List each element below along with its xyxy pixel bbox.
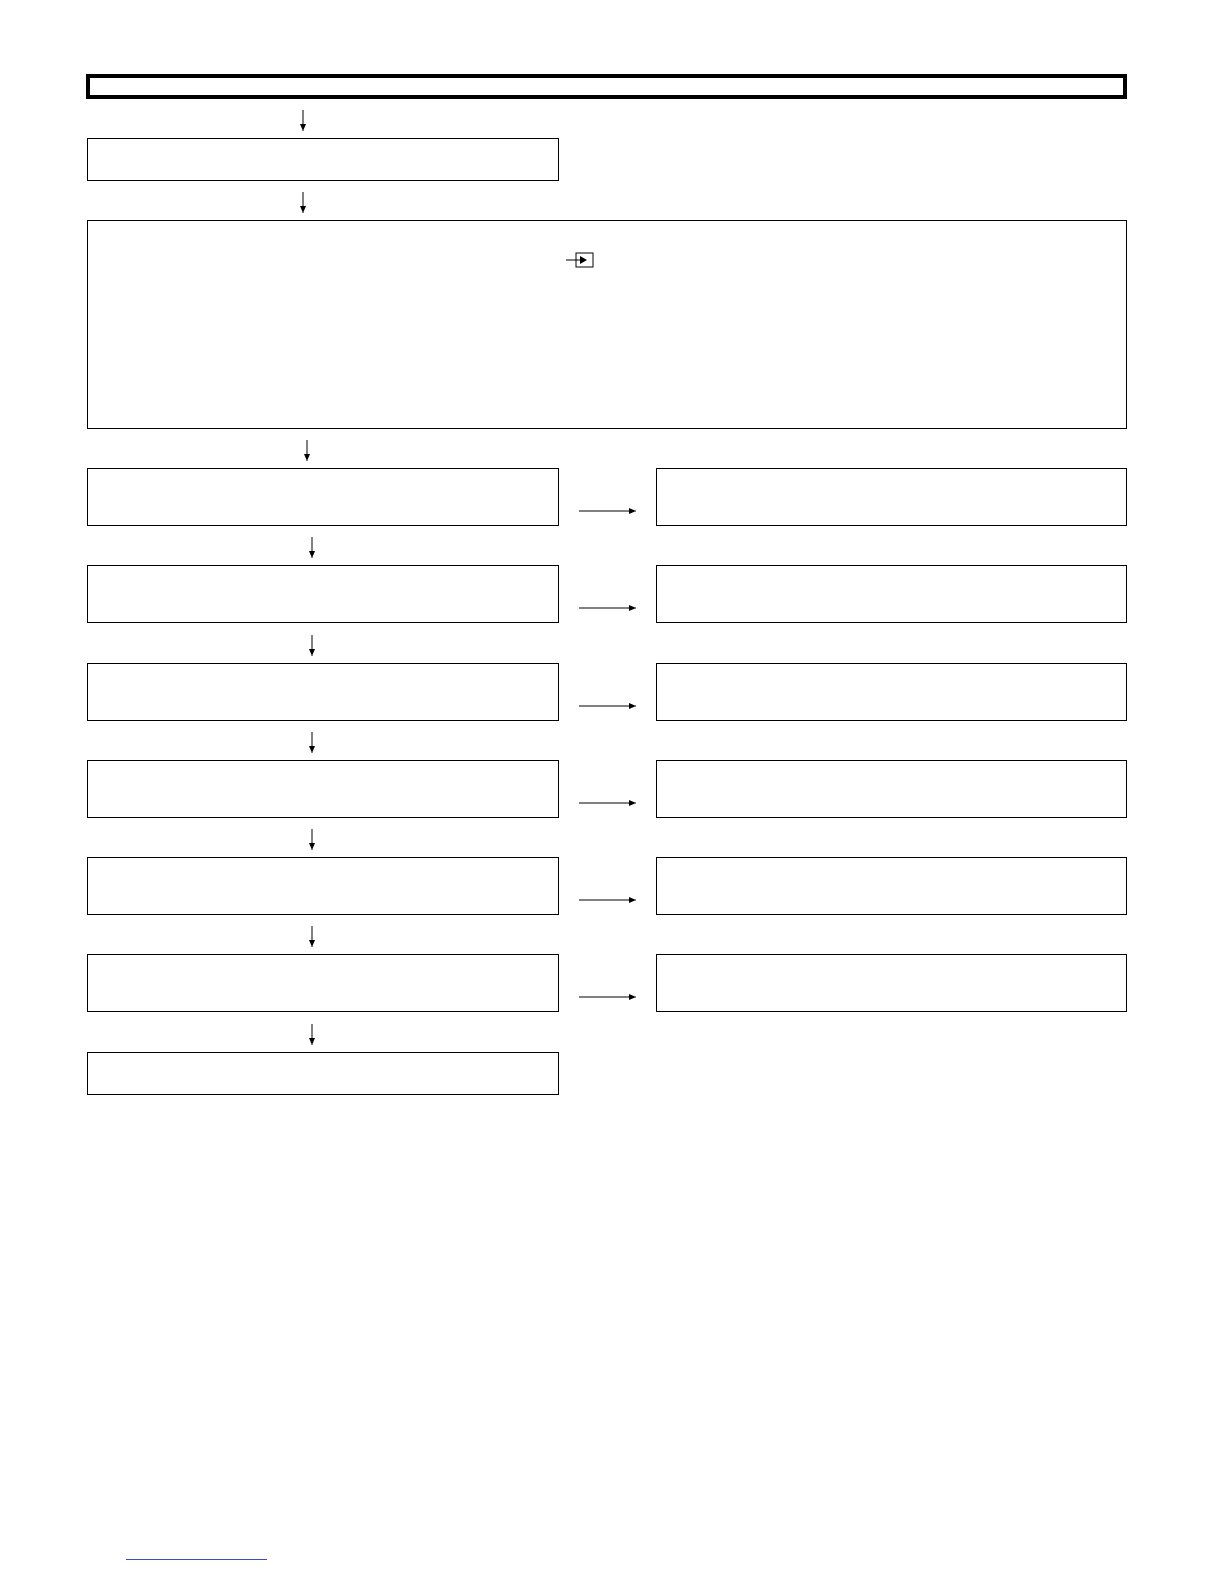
section-header xyxy=(86,74,1127,99)
outcome-box-6 xyxy=(656,954,1127,1012)
step-box-1 xyxy=(87,138,559,181)
step-box-2 xyxy=(87,220,1127,429)
outcome-box-4 xyxy=(656,760,1127,818)
outcome-box-2 xyxy=(656,565,1127,623)
footer-link-underline[interactable] xyxy=(126,1559,267,1560)
outcome-box-1 xyxy=(656,468,1127,526)
step-box-3 xyxy=(87,468,559,526)
arrow-into-box-icon[interactable] xyxy=(566,252,594,268)
step-box-6 xyxy=(87,760,559,818)
step-box-5 xyxy=(87,663,559,721)
step-box-7 xyxy=(87,857,559,915)
step-box-8 xyxy=(87,954,559,1012)
step-box-9 xyxy=(87,1052,559,1095)
step-box-4 xyxy=(87,565,559,623)
outcome-box-3 xyxy=(656,663,1127,721)
outcome-box-5 xyxy=(656,857,1127,915)
